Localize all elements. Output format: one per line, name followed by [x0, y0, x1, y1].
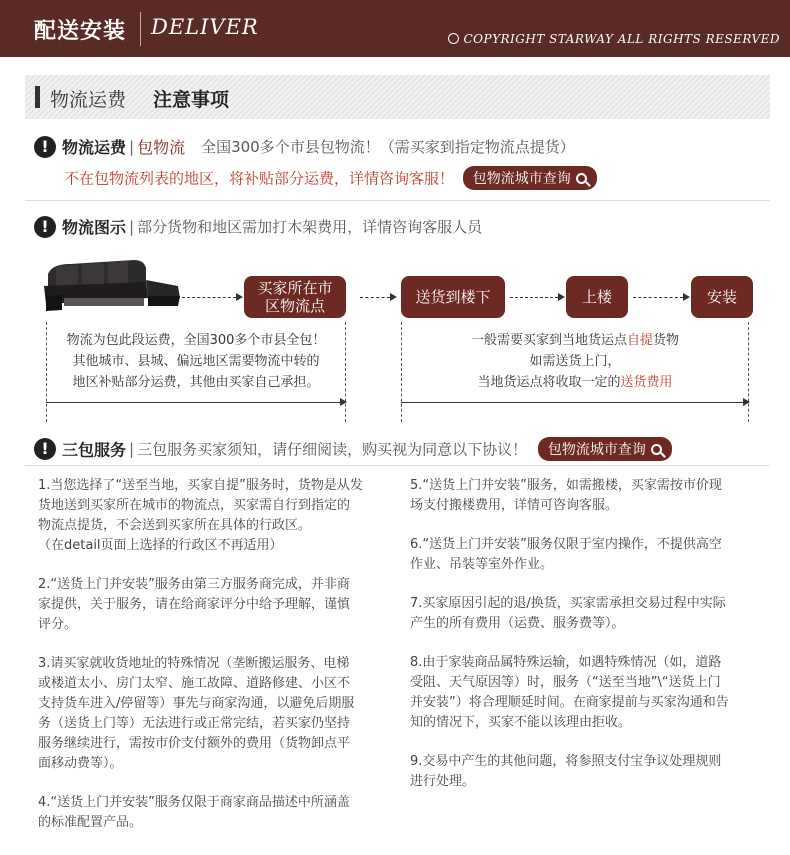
- left-note: [48, 330, 344, 393]
- exclamation-icon: !: [34, 438, 56, 460]
- shipping-diagram-desc: 部分货物和地区需加打木架费用，详情咨询客服人员: [137, 218, 483, 236]
- terms-line: 服务继续进行，需按市价支付额外的费用（货物卸点平: [38, 736, 351, 751]
- terms-line: 的标准配置产品。: [38, 815, 143, 830]
- arrow-head: [390, 293, 397, 301]
- terms-line: 7.买家原因引起的退/换货，买家需承担交易过程中实际: [410, 596, 726, 611]
- shipping-diagram-row: [34, 215, 482, 238]
- terms-line: 支持货车进入/停留等）事先与商家沟通，以避免后期服: [38, 696, 355, 711]
- terms-line: 场支付搬楼费用，详情可咨询客服。: [410, 498, 619, 513]
- header-bar: [0, 0, 790, 57]
- terms-line: 8.由于家装商品属特殊运输，如遇特殊情况（如，道路: [410, 655, 722, 670]
- magnifier-icon: [576, 173, 587, 184]
- left-note-line: 其他城市、县城、偏远地区需要物流中转的: [72, 354, 320, 369]
- exclamation-icon: !: [34, 136, 56, 158]
- divider: |: [129, 137, 135, 156]
- terms-line: 或楼道太小、房门太窄、施工故障、道路修建、小区不: [38, 676, 351, 691]
- terms-line: 3.请买家就收货地址的特殊情况（垄断搬运服务、电梯: [38, 656, 350, 671]
- terms-line: 务（送货上门等）无法进行或正常完结，若买家仍坚持: [38, 716, 351, 731]
- terms-item: [38, 476, 388, 556]
- terms-line: （在detail页面上选择的行政区不再适用）: [38, 538, 283, 553]
- terms-item: [410, 476, 770, 516]
- arrow-line: [360, 297, 390, 298]
- section-title-marker: [35, 86, 40, 108]
- pickup-point-line1: 买家所在市: [257, 279, 333, 297]
- terms-line: 进行处理。: [410, 774, 476, 789]
- terms-line: 货地送到买家所在城市的物流点，买家需自行到指定的: [38, 498, 351, 513]
- terms-line: 1.当您选择了“送至当地，买家自提”服务时，货物是从发: [38, 478, 363, 493]
- right-note-text: 货物: [653, 333, 680, 348]
- copyright-icon: [448, 33, 459, 44]
- copyright-text: [448, 32, 780, 46]
- pickup-point-box: [244, 276, 346, 318]
- terms-line: 2.“送货上门并安装”服务由第三方服务商完成，并非商: [38, 577, 350, 592]
- terms-line: 并安装”）将合理顺延时间。在商家提前与买家沟通和告: [410, 695, 729, 710]
- right-note-text: 当地货运点将收取一定的: [477, 375, 621, 390]
- city-query-button-label: 包物流城市查询: [547, 442, 646, 458]
- terms-line: 6.“送货上门并安装”服务仅限于室内操作，不提供高空: [410, 537, 722, 552]
- three-guarantee-label: 三包服务: [62, 440, 127, 460]
- section-title-part2: 注意事项: [153, 89, 230, 111]
- three-guarantee-desc: 三包服务买家须知，请仔细阅读，购买视为同意以下协议！: [137, 440, 528, 459]
- terms-line: 产生的所有费用（运费、服务费等）。: [410, 616, 625, 631]
- terms-line: 作业、吊装等室外作业。: [410, 557, 554, 572]
- separator: [25, 465, 770, 466]
- terms-item: [410, 653, 770, 733]
- magnifier-icon: [651, 444, 662, 455]
- header-title-en: DELIVER: [151, 15, 259, 39]
- header-title-cn: 配送安装: [34, 19, 127, 44]
- left-note-line: 物流为包此段运费，全国300多个市县全包！: [66, 333, 326, 348]
- arrow-head: [743, 398, 750, 406]
- right-note-line: 如需送货上门，: [529, 354, 621, 369]
- terms-item: [38, 575, 388, 635]
- arrow-line: [510, 297, 558, 298]
- right-note-line: [403, 330, 747, 351]
- terms-item: [410, 535, 770, 575]
- upstairs-box: 上楼: [566, 276, 628, 318]
- delivery-downstairs-box: 送货到楼下: [401, 276, 505, 318]
- terms-line: 面移动费等）。: [38, 756, 123, 771]
- left-note-line: 地区补贴部分运费，其他由买家自己承担。: [72, 375, 320, 390]
- terms-line: 评分。: [38, 617, 78, 632]
- arrow-line: [633, 297, 683, 298]
- terms-line: 4.“送货上门并安装”服务仅限于商家商品描述中所涵盖: [38, 795, 350, 810]
- shipping-diagram-label: 物流图示: [62, 218, 127, 237]
- terms-left-column: [38, 476, 388, 852]
- shipping-fee-highlight: 包物流: [137, 138, 186, 157]
- shipping-fee-note-row: [64, 166, 597, 190]
- section-title-part1: 物流运费: [50, 89, 127, 111]
- right-note-line: [403, 372, 747, 393]
- terms-line: 知的情况下，买家不能以该理由拒收。: [410, 715, 632, 730]
- arrow-head: [683, 293, 690, 301]
- terms-item: [38, 793, 388, 833]
- install-box: 安装: [691, 276, 753, 318]
- separator: [25, 200, 770, 201]
- shipping-fee-label: 物流运费: [62, 138, 127, 157]
- right-note: [403, 330, 747, 393]
- divider: |: [129, 440, 135, 458]
- city-query-button-label: 包物流城市查询: [472, 171, 571, 187]
- arrow-head: [236, 293, 243, 301]
- arrow-line: [182, 297, 236, 298]
- terms-item: [410, 594, 770, 634]
- range-line: [46, 402, 340, 403]
- copyright-label: COPYRIGHT STARWAY ALL RIGHTS RESERVED: [463, 32, 780, 46]
- shipping-fee-desc: 全国300多个市县包物流！（需买家到指定物流点提货）: [201, 138, 575, 156]
- terms-item: [410, 752, 770, 792]
- shipping-fee-note: 不在包物流列表的地区，将补贴部分运费，详情咨询客服！: [64, 169, 455, 188]
- terms-line: 9.交易中产生的其他问题，将参照支付宝争议处理规则: [410, 754, 722, 769]
- sofa-image: [42, 256, 182, 316]
- section-title-band: [25, 75, 770, 119]
- arrow-head: [558, 293, 565, 301]
- divider: |: [129, 217, 135, 236]
- terms-line: 物流点提货，不会送到买家所在具体的行政区。: [38, 518, 312, 533]
- right-note-highlight: 送货费用: [620, 375, 673, 390]
- exclamation-icon: !: [34, 216, 56, 238]
- terms-right-column: [410, 476, 770, 811]
- terms-line: 受阻、天气原因等）时，服务（“送至当地”\“送货上门: [410, 675, 721, 690]
- shipping-fee-row: [34, 135, 575, 158]
- city-query-button[interactable]: [463, 166, 597, 190]
- terms-line: 家提供，关于服务，请在给商家评分中给予理解，谨慎: [38, 597, 351, 612]
- city-query-button[interactable]: [538, 437, 672, 461]
- header-divider: [140, 12, 141, 46]
- right-note-text: 一般需要买家到当地货运点: [470, 333, 627, 348]
- terms-item: [38, 654, 388, 774]
- three-guarantee-row: [34, 437, 672, 461]
- range-line: [401, 402, 743, 403]
- pickup-point-line2: 区物流点: [264, 297, 325, 315]
- terms-line: 5.“送货上门并安装”服务，如需搬楼，买家需按市价现: [410, 478, 722, 493]
- arrow-head: [340, 398, 347, 406]
- right-note-highlight: 自提: [626, 333, 653, 348]
